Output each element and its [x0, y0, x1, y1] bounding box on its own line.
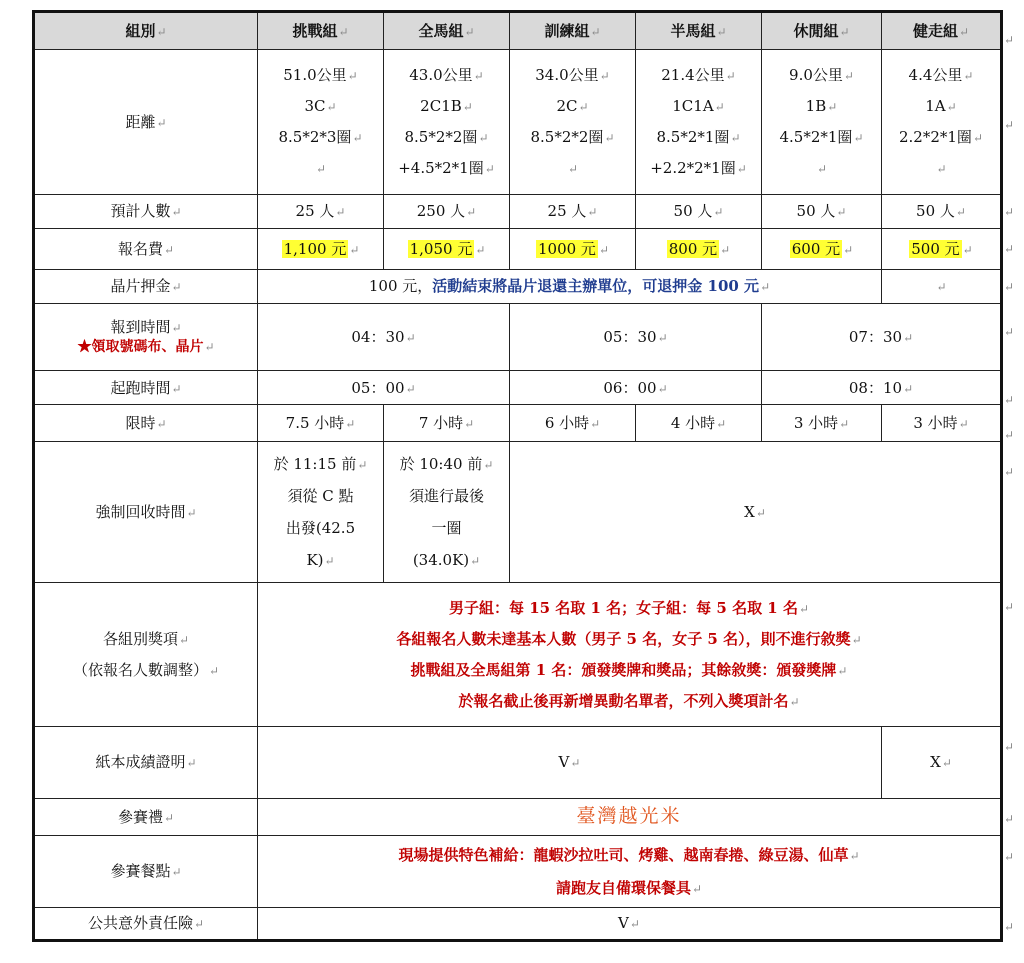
distance-cell: 4.4公里↵ 1A↵ 2.2*2*1圈↵ ↵: [882, 49, 1002, 194]
deposit-info: 100 元，活動結束將晶片退還主辦單位，可退押金 100 元↵: [258, 270, 882, 304]
checkin-row: [34, 303, 1002, 371]
row-end-mark: ↵: [1004, 118, 1015, 132]
distance-label: 距離↵: [34, 49, 258, 194]
gift-value: 臺灣越光米: [258, 798, 1002, 836]
awards-info: 男子組：每 15 名取 1 名；女子組：每 5 名取 1 名↵ 各組報名人數未達基本人數（男子 5 名，女子 5 名），則不進行敘獎↵ 挑戰組及全馬組第 1 名：頒發獎牌和獎品；其餘敘獎：頒發獎牌↵ 於報名截止後再新增異動名單者，不列入獎項計名↵: [258, 583, 1002, 726]
awards-label: 各組別獎項↵ （依報名人數調整）↵: [34, 583, 258, 726]
distance-cell: 21.4公里↵ 1C1A↵ 8.5*2*1圈↵ +2.2*2*1圈↵: [636, 49, 762, 194]
fee-label: 報名費↵: [34, 229, 258, 270]
limit-cell: 7 小時↵: [384, 405, 510, 442]
meal-info: 現場提供特色補給：龍蝦沙拉吐司、烤雞、越南春捲、綠豆湯、仙草↵ 請跑友自備環保餐具↵: [258, 836, 1002, 908]
expected-cell: 250 人↵: [384, 195, 510, 229]
expected-cell: 50 人↵: [882, 195, 1002, 229]
awards-row: [34, 583, 1002, 726]
row-end-mark: ↵: [1004, 740, 1015, 754]
distance-cell: 51.0公里↵ 3C↵ 8.5*2*3圈↵ ↵: [258, 49, 384, 194]
fee-cell: 600 元 ↵: [762, 229, 882, 270]
row-end-mark: ↵: [1004, 33, 1015, 47]
insurance-value: V↵: [258, 908, 1002, 941]
start-time: 05：00↵: [258, 371, 510, 405]
row-end-mark: ↵: [1004, 280, 1015, 294]
certificate-main: V↵: [258, 726, 882, 798]
expected-cell: 25 人↵: [258, 195, 384, 229]
row-end-mark: ↵: [1004, 393, 1015, 407]
checkin-time: 05：30↵: [510, 303, 762, 371]
row-end-mark: ↵: [1004, 812, 1015, 826]
header-challenge: 挑戰組↵: [258, 12, 384, 50]
gift-label: 參賽禮↵: [34, 798, 258, 836]
limit-label: 限時↵: [34, 405, 258, 442]
limit-cell: 3 小時↵: [882, 405, 1002, 442]
race-info-table: [32, 10, 1003, 942]
distance-row: [34, 49, 1002, 194]
cutoff-row: [34, 442, 1002, 583]
checkin-time: 04：30↵: [258, 303, 510, 371]
certificate-label: 紙本成績證明↵: [34, 726, 258, 798]
expected-cell: 25 人↵: [510, 195, 636, 229]
start-row: [34, 371, 1002, 405]
header-marathon: 全馬組↵: [384, 12, 510, 50]
header-half: 半馬組↵: [636, 12, 762, 50]
row-end-mark: ↵: [1004, 205, 1015, 219]
header-group-label: 組別↵: [34, 12, 258, 50]
certificate-walk: X↵: [882, 726, 1002, 798]
fee-row: [34, 229, 1002, 270]
insurance-label: 公共意外責任險↵: [34, 908, 258, 941]
header-walk: 健走組↵: [882, 12, 1002, 50]
fee-cell: 500 元 ↵: [882, 229, 1002, 270]
cutoff-others: X↵: [510, 442, 1002, 583]
start-time: 08：10↵: [762, 371, 1002, 405]
certificate-row: [34, 726, 1002, 798]
meal-row: [34, 836, 1002, 908]
fee-cell: 800 元 ↵: [636, 229, 762, 270]
limit-row: [34, 405, 1002, 442]
deposit-walk-cell: ↵: [882, 270, 1002, 304]
meal-label: 參賽餐點↵: [34, 836, 258, 908]
cutoff-label: 強制回收時間↵: [34, 442, 258, 583]
header-training: 訓練組↵: [510, 12, 636, 50]
limit-cell: 7.5 小時↵: [258, 405, 384, 442]
row-end-mark: ↵: [1004, 325, 1015, 339]
row-end-mark: ↵: [1004, 465, 1015, 479]
expected-label: 預計人數↵: [34, 195, 258, 229]
checkin-time: 07：30↵: [762, 303, 1002, 371]
cutoff-challenge: 於 11:15 前↵ 須從 C 點 出發(42.5 K)↵: [258, 442, 384, 583]
gift-row: [34, 798, 1002, 836]
deposit-label: 晶片押金↵: [34, 270, 258, 304]
distance-cell: 9.0公里↵ 1B↵ 4.5*2*1圈↵ ↵: [762, 49, 882, 194]
row-end-mark: ↵: [1004, 428, 1015, 442]
row-end-mark: ↵: [1004, 850, 1015, 864]
limit-cell: 4 小時↵: [636, 405, 762, 442]
fee-cell: 1,050 元 ↵: [384, 229, 510, 270]
header-row: [34, 12, 1002, 50]
expected-cell: 50 人↵: [636, 195, 762, 229]
cutoff-marathon: 於 10:40 前↵ 須進行最後 一圈 (34.0K)↵: [384, 442, 510, 583]
limit-cell: 6 小時↵: [510, 405, 636, 442]
row-end-mark: ↵: [1004, 920, 1015, 934]
fee-cell: 1,100 元 ↵: [258, 229, 384, 270]
deposit-row: [34, 270, 1002, 304]
start-label: 起跑時間↵: [34, 371, 258, 405]
expected-row: [34, 195, 1002, 229]
insurance-row: [34, 908, 1002, 941]
start-time: 06：00↵: [510, 371, 762, 405]
distance-cell: 43.0公里↵ 2C1B↵ 8.5*2*2圈↵ +4.5*2*1圈↵: [384, 49, 510, 194]
distance-cell: 34.0公里↵ 2C↵ 8.5*2*2圈↵ ↵: [510, 49, 636, 194]
fee-cell: 1000 元 ↵: [510, 229, 636, 270]
checkin-label: 報到時間↵ ★領取號碼布、晶片↵: [34, 303, 258, 371]
header-leisure: 休閒組↵: [762, 12, 882, 50]
row-end-mark: ↵: [1004, 600, 1015, 614]
limit-cell: 3 小時↵: [762, 405, 882, 442]
expected-cell: 50 人↵: [762, 195, 882, 229]
row-end-mark: ↵: [1004, 242, 1015, 256]
